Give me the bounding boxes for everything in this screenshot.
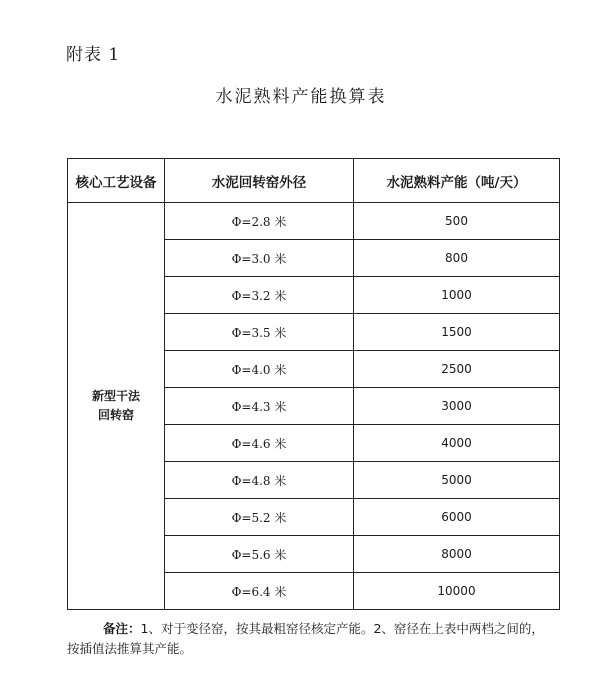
- diameter-cell: Φ=3.5 米: [165, 314, 354, 351]
- capacity-cell: 1000: [354, 277, 560, 314]
- capacity-cell: 800: [354, 240, 560, 277]
- diameter-cell: Φ=3.0 米: [165, 240, 354, 277]
- diameter-cell: Φ=5.6 米: [165, 536, 354, 573]
- note-line1: 1、对于变径窑，按其最粗窑径核定产能。2、窑径在上表中两档之间的，: [140, 621, 544, 636]
- header-capacity: 水泥熟料产能（吨/天）: [354, 159, 560, 203]
- table-row: [68, 203, 560, 240]
- footnote: [67, 619, 582, 659]
- capacity-cell: 5000: [354, 462, 560, 499]
- diameter-cell: Φ=3.2 米: [165, 277, 354, 314]
- equipment-name-line1: 新型干法: [91, 389, 140, 403]
- equipment-cell: [68, 203, 165, 610]
- diameter-cell: Φ=5.2 米: [165, 499, 354, 536]
- table-title: 水泥熟料产能换算表: [215, 87, 387, 107]
- table-body: [68, 203, 560, 610]
- diameter-cell: Φ=2.8 米: [165, 203, 354, 240]
- header-diameter: 水泥回转窑外径: [165, 159, 354, 203]
- header-row: [68, 159, 560, 203]
- capacity-cell: 3000: [354, 388, 560, 425]
- capacity-cell: 1500: [354, 314, 560, 351]
- capacity-cell: 10000: [354, 573, 560, 610]
- capacity-cell: 500: [354, 203, 560, 240]
- capacity-cell: 4000: [354, 425, 560, 462]
- equipment-name-line2: 回转窑: [97, 408, 134, 422]
- appendix-label: 附表 1: [66, 45, 121, 65]
- capacity-cell: 6000: [354, 499, 560, 536]
- note-label: 备注：: [103, 621, 141, 636]
- capacity-cell: 2500: [354, 351, 560, 388]
- diameter-cell: Φ=6.4 米: [165, 573, 354, 610]
- capacity-table: [67, 158, 560, 610]
- diameter-cell: Φ=4.8 米: [165, 462, 354, 499]
- header-equipment: 核心工艺设备: [68, 159, 165, 203]
- diameter-cell: Φ=4.0 米: [165, 351, 354, 388]
- diameter-cell: Φ=4.6 米: [165, 425, 354, 462]
- note-line2: 按插值法推算其产能。: [67, 641, 193, 656]
- capacity-cell: 8000: [354, 536, 560, 573]
- diameter-cell: Φ=4.3 米: [165, 388, 354, 425]
